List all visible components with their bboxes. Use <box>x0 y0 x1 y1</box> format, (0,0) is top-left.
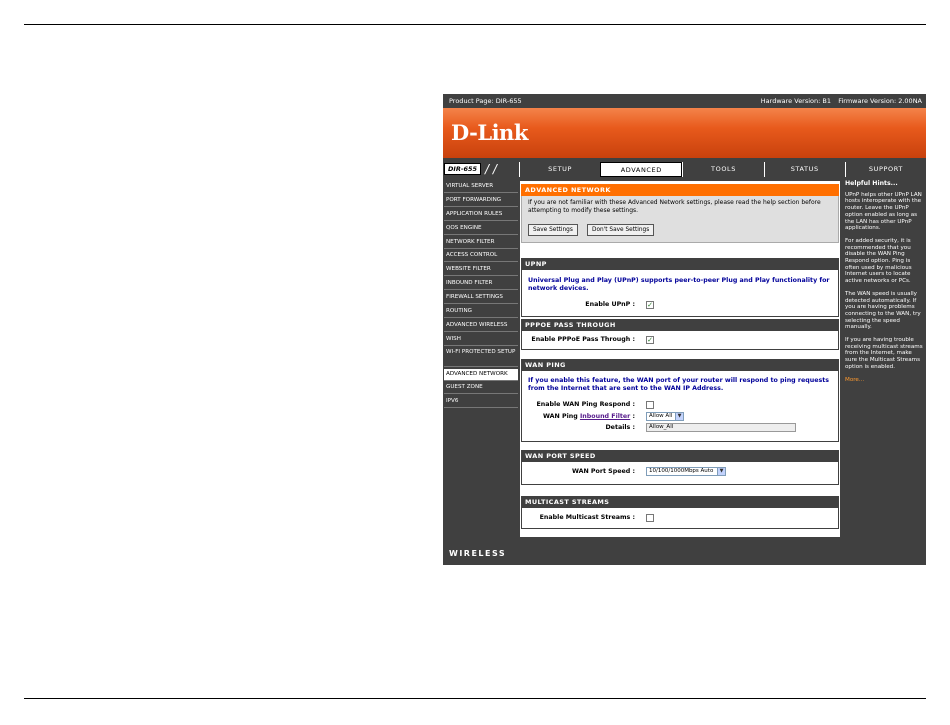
hints-title: Helpful Hints... <box>845 180 898 187</box>
enable-upnp-label: Enable UPnP : <box>585 301 635 308</box>
model-badge: DIR-655 <box>444 163 481 175</box>
wan-ping-title: WAN PING <box>521 359 839 371</box>
save-settings-button[interactable]: Save Settings <box>528 224 578 236</box>
hint-upnp: UPnP helps other UPnP LAN hosts interoperate with the router. Leave the UPnP option enabled as long as the LAN has other UPnP applications. <box>845 191 922 232</box>
wan-port-speed-value: 10/100/1000Mbps Auto <box>649 468 714 474</box>
advanced-network-section <box>521 184 839 243</box>
pppoe-body <box>521 331 839 350</box>
inbound-filter-link[interactable]: Inbound Filter <box>579 413 631 420</box>
multicast-title: MULTICAST STREAMS <box>521 496 839 508</box>
sidebar-item-qos-engine[interactable]: QOS ENGINE <box>444 223 518 235</box>
main-nav <box>443 162 926 177</box>
enable-multicast-checkbox[interactable] <box>646 514 654 522</box>
version-bar <box>443 94 926 108</box>
sidebar-item-website-filter[interactable]: WEBSITE FILTER <box>444 264 518 276</box>
wan-ping-respond-label: Enable WAN Ping Respond : <box>536 401 635 408</box>
helpful-hints-panel <box>842 181 926 389</box>
wan-ping-body <box>521 371 839 442</box>
chevron-down-icon: ▼ <box>675 413 683 420</box>
wan-port-speed-title: WAN PORT SPEED <box>521 450 839 462</box>
enable-multicast-label: Enable Multicast Streams : <box>539 514 635 521</box>
document-bottom-rule <box>24 698 926 699</box>
advanced-network-intro: If you are not familiar with these Advanced Network settings, please read the help section before attempting to modify these settings. <box>528 199 821 214</box>
wan-ping-respond-checkbox[interactable] <box>646 401 654 409</box>
hint-multicast: If you are having trouble receiving multicast streams from the Internet, make sure the Multicast Streams option is enabled. <box>845 337 923 370</box>
upnp-section <box>521 258 839 317</box>
wan-port-speed-label: WAN Port Speed : <box>571 468 635 475</box>
wan-ping-filter-suffix: : <box>630 413 635 420</box>
sidebar-item-guest-zone[interactable]: GUEST ZONE <box>444 382 518 394</box>
nav-tabs <box>519 162 926 177</box>
sidebar-item-ipv6[interactable]: IPV6 <box>444 396 518 408</box>
tab-support[interactable]: SUPPORT <box>845 162 926 177</box>
hint-wan-ping: For added security, it is recommended that you disable the WAN Ping Respond option. Ping is often used by malicious Internet users to locate active networks or PCs. <box>845 237 912 285</box>
product-page-label: Product Page: DIR-655 <box>449 97 522 105</box>
wan-ping-section <box>521 359 839 442</box>
details-field[interactable]: Allow_All <box>646 423 796 432</box>
settings-panel <box>520 181 840 537</box>
wan-port-speed-body <box>521 462 839 485</box>
hints-more-link[interactable]: More... <box>845 376 865 383</box>
router-admin-screenshot <box>443 94 926 565</box>
sidebar-item-wish[interactable]: WISH <box>444 334 518 346</box>
brand-banner <box>443 108 926 158</box>
sidebar-item-access-control[interactable]: ACCESS CONTROL <box>444 250 518 262</box>
wan-ping-filter-select[interactable] <box>646 412 684 421</box>
enable-upnp-checkbox[interactable]: ✓ <box>647 301 653 309</box>
wan-port-speed-select[interactable] <box>646 467 726 476</box>
wan-ping-filter-prefix: WAN Ping <box>542 413 580 420</box>
upnp-title: UPNP <box>521 258 839 270</box>
enable-pppoe-label: Enable PPPoE Pass Through : <box>531 336 635 343</box>
advanced-network-body <box>521 196 839 243</box>
sidebar-item-application-rules[interactable]: APPLICATION RULES <box>444 209 518 221</box>
sidebar-item-inbound-filter[interactable]: INBOUND FILTER <box>444 278 518 290</box>
chevron-down-icon: ▼ <box>717 468 725 475</box>
wan-ping-filter-value: Allow All <box>649 413 673 419</box>
multicast-section <box>521 496 839 529</box>
wan-ping-filter-label <box>543 413 635 420</box>
dlink-logo: D-Link <box>451 120 528 145</box>
upnp-description: Universal Plug and Play (UPnP) supports peer-to-peer Plug and Play functionality for network devices. <box>528 277 830 292</box>
tab-tools[interactable]: TOOLS <box>682 162 763 177</box>
hint-wan-speed: The WAN speed is usually detected automatically. If you are having problems connecting to the WAN, try selecting the speed manually. <box>845 290 921 331</box>
firmware-version-label: Firmware Version: 2.00NA <box>838 97 922 105</box>
sidebar-item-port-forwarding[interactable]: PORT FORWARDING <box>444 195 518 207</box>
sidebar-menu <box>444 181 518 410</box>
sidebar-item-network-filter[interactable]: NETWORK FILTER <box>444 237 518 249</box>
multicast-body <box>521 508 839 529</box>
sidebar-item-advanced-wireless[interactable]: ADVANCED WIRELESS <box>444 320 518 332</box>
dont-save-settings-button[interactable]: Don't Save Settings <box>587 224 654 236</box>
sidebar-item-firewall-settings[interactable]: FIREWALL SETTINGS <box>444 292 518 304</box>
tab-setup[interactable]: SETUP <box>519 162 600 177</box>
sidebar-item-virtual-server[interactable]: VIRTUAL SERVER <box>444 181 518 193</box>
sidebar-item-routing[interactable]: ROUTING <box>444 306 518 318</box>
tab-status[interactable]: STATUS <box>764 162 845 177</box>
nav-separator-icon: / / <box>485 162 497 176</box>
wireless-logo: WIRELESS <box>449 549 507 558</box>
document-top-rule <box>24 24 926 25</box>
sidebar-item-advanced-network[interactable]: ADVANCED NETWORK <box>444 369 518 381</box>
wan-ping-description: If you enable this feature, the WAN port of your router will respond to ping requests from the Internet that are sent to the WAN IP Address. <box>528 377 830 392</box>
pppoe-section <box>521 319 839 350</box>
upnp-body <box>521 270 839 317</box>
footer-bar <box>443 537 926 565</box>
details-label: Details : <box>605 424 635 431</box>
sidebar-item-wifi-protected-setup[interactable]: WI-FI PROTECTED SETUP <box>444 348 518 367</box>
wan-port-speed-section <box>521 450 839 485</box>
enable-pppoe-checkbox[interactable]: ✓ <box>647 336 653 344</box>
advanced-network-title: ADVANCED NETWORK <box>521 184 839 196</box>
tab-advanced[interactable]: ADVANCED <box>600 162 682 177</box>
hardware-version-label: Hardware Version: B1 <box>760 97 831 105</box>
pppoe-title: PPPOE PASS THROUGH <box>521 319 839 331</box>
